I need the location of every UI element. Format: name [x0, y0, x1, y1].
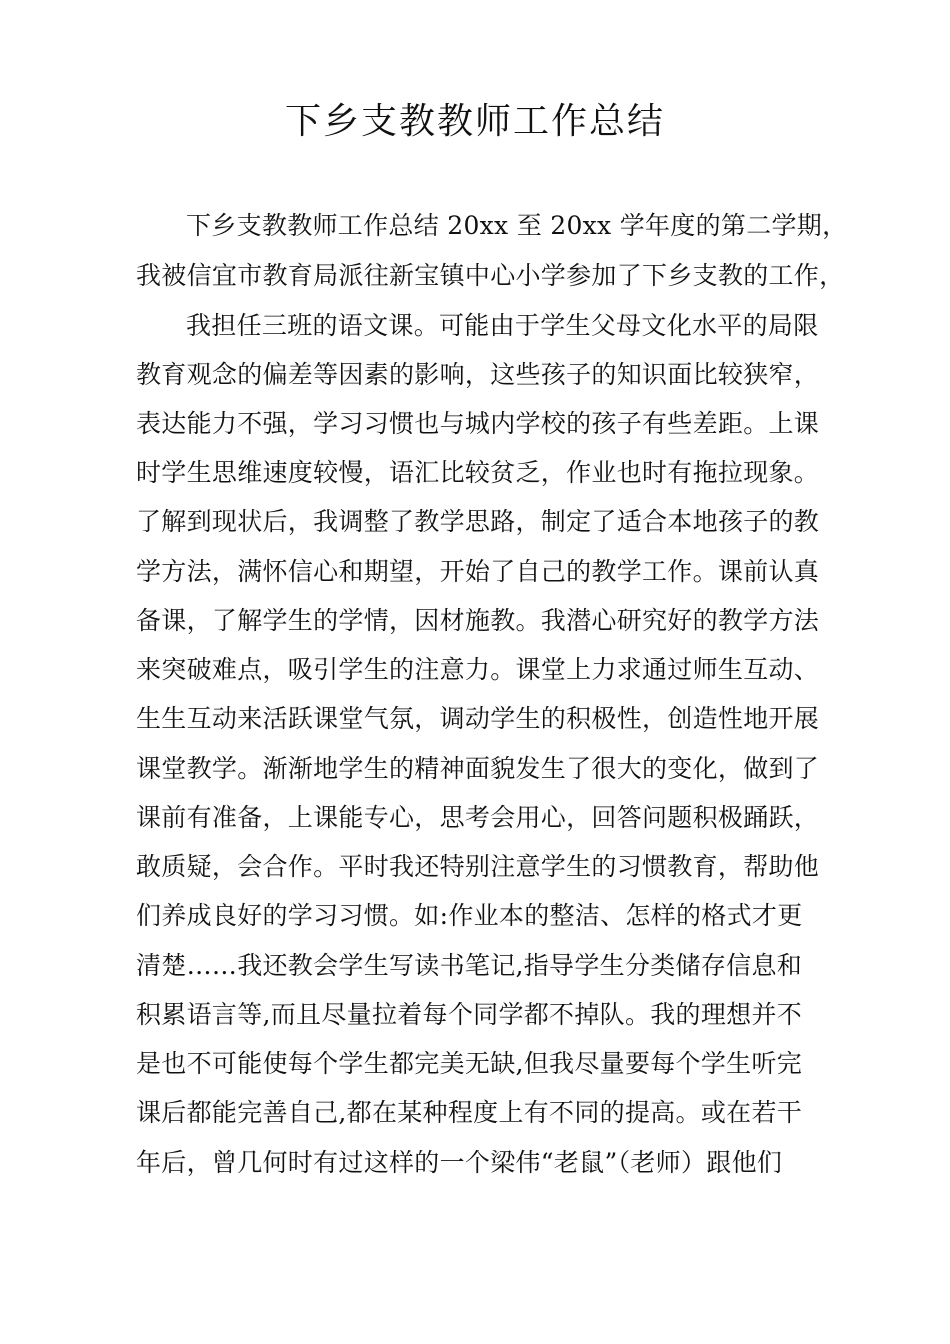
paragraph-line: 了解到现状后，我调整了教学思路，制定了适合本地孩子的教 — [136, 507, 820, 536]
paragraph-line: 课前有准备，上课能专心，思考会用心，回答问题积极踊跃， — [136, 803, 820, 832]
paragraph-line: 教育观念的偏差等因素的影响，这些孩子的知识面比较狭窄， — [136, 360, 820, 389]
paragraph-line: 备课，了解学生的学情，因材施教。我潜心研究好的教学方法 — [136, 606, 820, 635]
paragraph-line: 积累语言等,而且尽量拉着每个同学都不掉队。我的理想并不 — [136, 1000, 803, 1029]
paragraph-line: 来突破难点，吸引学生的注意力。课堂上力求通过师生互动、 — [136, 655, 820, 684]
paragraph-line: 课后都能完善自己,都在某种程度上有不同的提高。或在若干 — [136, 1098, 803, 1127]
paragraph-line: 下乡支教教师工作总结 20xx 至 20xx 学年度的第二学期， — [186, 211, 848, 240]
paragraph-line: 生生互动来活跃课堂气氛，调动学生的积极性，创造性地开展 — [136, 704, 820, 733]
paragraph-line: 是也不可能使每个学生都完美无缺,但我尽量要每个学生听完 — [136, 1049, 803, 1078]
paragraph-line: 们养成良好的学习习惯。如:作业本的整洁、怎样的格式才更 — [136, 901, 803, 930]
paragraph-line: 我担任三班的语文课。可能由于学生父母文化水平的局限 — [186, 311, 819, 340]
paragraph-line: 年后，曾几何时有过这样的一个梁伟“老鼠”（老师）跟他们 — [136, 1148, 783, 1177]
document-title: 下乡支教教师工作总结 — [284, 101, 665, 142]
paragraph-line: 表达能力不强，学习习惯也与城内学校的孩子有些差距。上课 — [136, 409, 820, 438]
paragraph-line: 清楚……我还教会学生写读书笔记,指导学生分类储存信息和 — [136, 951, 803, 980]
paragraph-line: 我被信宜市教育局派往新宝镇中心小学参加了下乡支教的工作， — [136, 261, 845, 290]
paragraph-line: 时学生思维速度较慢，语汇比较贫乏，作业也时有拖拉现象。 — [136, 458, 820, 487]
paragraph-line: 学方法，满怀信心和期望，开始了自己的教学工作。课前认真 — [136, 557, 820, 586]
paragraph-line: 敢质疑，会合作。平时我还特别注意学生的习惯教育，帮助他 — [136, 852, 820, 881]
paragraph-line: 课堂教学。渐渐地学生的精神面貌发生了很大的变化，做到了 — [136, 754, 820, 783]
